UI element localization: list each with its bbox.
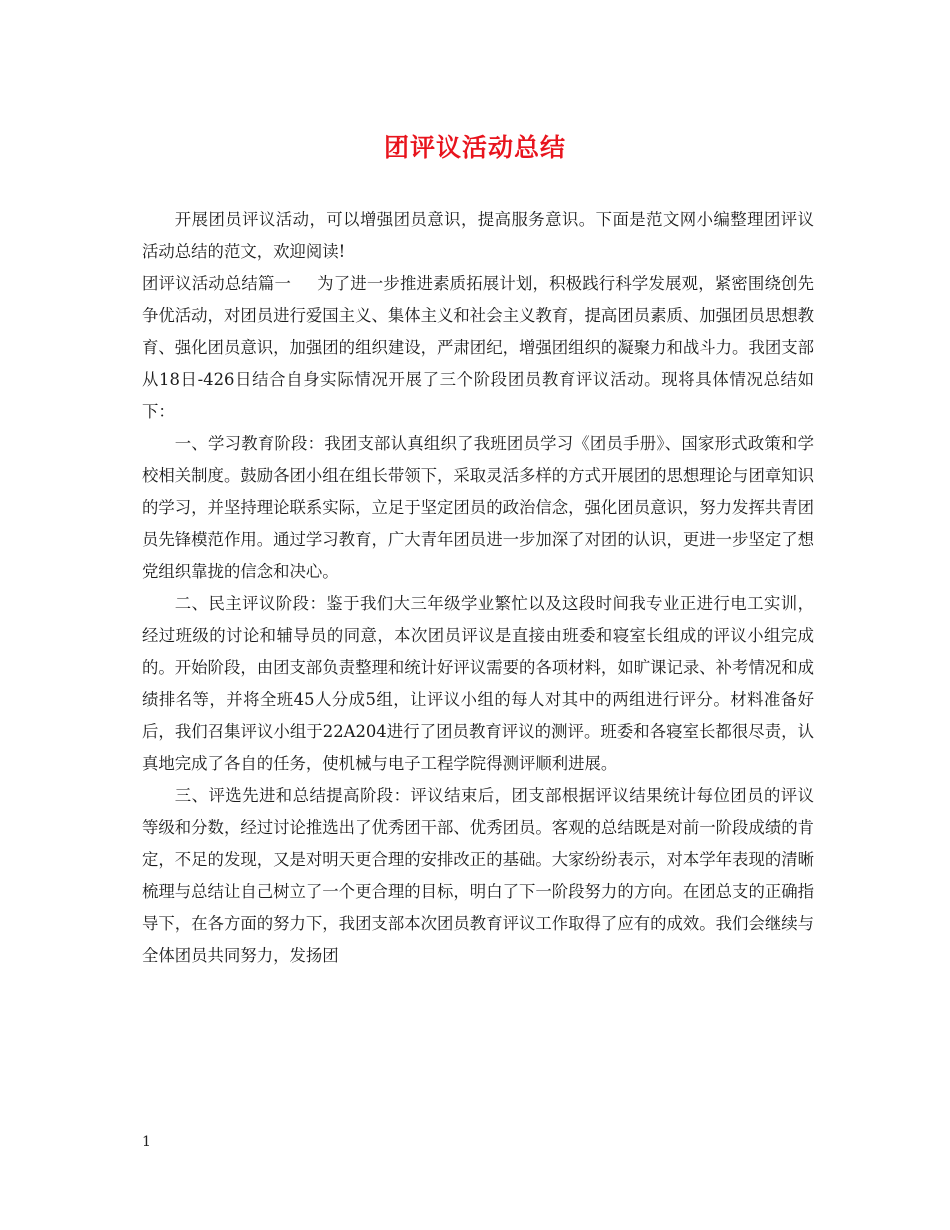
section-label: 团评议活动总结篇一 — [142, 274, 292, 293]
document-body — [142, 204, 814, 972]
intro-paragraph: 开展团员评议活动，可以增强团员意识，提高服务意识。下面是范文网小编整理团评议活动总结的范文，欢迎阅读! — [142, 210, 814, 261]
page-number: 1 — [142, 1134, 151, 1150]
section-one-paragraph — [142, 268, 814, 428]
body-paragraph: 二、民主评议阶段：鉴于我们大三年级学业繁忙以及这段时间我专业正进行电工实训，经过班级的讨论和辅导员的同意，本次团员评议是直接由班委和寝室长组成的评议小组完成的。开始阶段，由团支部负责整理和统计好评议需要的各项材料，如旷课记录、补考情况和成绩排名等，并将全班45人分成5组，让评议小组的每人对其中的两组进行评分。材料准备好后，我们召集评议小组于22A204进行了团员教育评议的测评。班委和各寝室长都很尽责，认真地完成了各自的任务，使机械与电子工程学院得测评顺利进展。 — [142, 594, 815, 773]
page-title: 团评议活动总结 — [383, 133, 566, 162]
body-paragraph: 三、评选先进和总结提高阶段：评议结束后，团支部根据评议结果统计每位团员的评议等级和分数，经过讨论推选出了优秀团干部、优秀团员。客观的总结既是对前一阶段成绩的肯定，不足的发现，又是对明天更合理的安排改正的基础。大家纷纷表示，对本学年表现的清晰梳理与总结让自己树立了一个更合理的目标，明白了下一阶段努力的方向。在团总支的正确指导下，在各方面的努力下，我团支部本次团员教育评议工作取得了应有的成效。我们会继续与全体团员共同努力，发扬团 — [142, 786, 815, 965]
section-one-text: 为了进一步推进素质拓展计划，积极践行科学发展观，紧密围绕创先争优活动，对团员进行爱国主义、集体主义和社会主义教育，提高团员素质、加强团员思想教育、强化团员意识，加强团的组织建设，严肃团纪，增强团组织的凝聚力和战斗力。我团支部从18日-426日结合自身实际情况开展了三个阶段团员教育评议活动。现将具体情况总结如下： — [142, 274, 815, 421]
body-paragraph: 一、学习教育阶段：我团支部认真组织了我班团员学习《团员手册》、国家形式政策和学校相关制度。鼓励各团小组在组长带领下，采取灵活多样的方式开展团的思想理论与团章知识的学习，并坚持理论联系实际，立足于坚定团员的政治信念，强化团员意识，努力发挥共青团员先锋模范作用。通过学习教育，广大青年团员进一步加深了对团的认识，更进一步坚定了想党组织靠拢的信念和决心。 — [142, 434, 815, 581]
